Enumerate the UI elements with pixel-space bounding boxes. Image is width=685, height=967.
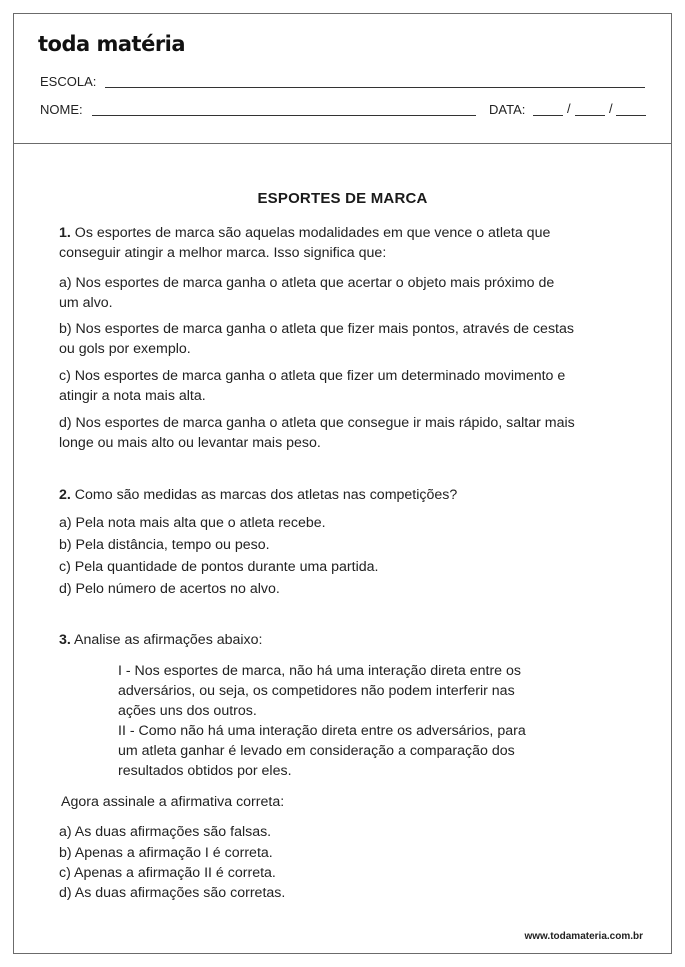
option-text: ou gols por exemplo. bbox=[59, 341, 191, 357]
statement-2 bbox=[118, 721, 568, 781]
option-3c[interactable]: c) Apenas a afirmação II é correta. bbox=[59, 865, 276, 881]
option-text: atingir a nota mais alta. bbox=[59, 388, 206, 404]
school-label: ESCOLA: bbox=[40, 74, 97, 89]
option-1d[interactable] bbox=[59, 413, 619, 453]
option-3b[interactable]: b) Apenas a afirmação I é correta. bbox=[59, 845, 273, 861]
question-number: 2. bbox=[59, 487, 71, 503]
statement-text: um atleta ganhar é levado em consideração a comparação dos bbox=[118, 743, 515, 759]
name-line[interactable] bbox=[92, 115, 476, 116]
date-year-line[interactable] bbox=[616, 115, 646, 116]
question-number: 1. bbox=[59, 225, 71, 241]
date-label: DATA: bbox=[489, 102, 526, 117]
footer-url[interactable]: www.todamateria.com.br bbox=[524, 931, 643, 942]
option-1b[interactable] bbox=[59, 319, 619, 359]
question-text: conseguir atingir a melhor marca. Isso significa que: bbox=[59, 245, 387, 261]
statement-text: adversários, ou seja, os competidores não podem interferir nas bbox=[118, 683, 515, 699]
statement-text: resultados obtidos por eles. bbox=[118, 763, 292, 779]
option-text: a) Nos esportes de marca ganha o atleta que acertar o objeto mais próximo de bbox=[59, 275, 555, 291]
statement-text: I - Nos esportes de marca, não há uma interação direta entre os bbox=[118, 663, 521, 679]
option-text: c) Nos esportes de marca ganha o atleta que fizer um determinado movimento e bbox=[59, 368, 566, 384]
name-label: NOME: bbox=[40, 102, 83, 117]
option-text: b) Nos esportes de marca ganha o atleta que fizer mais pontos, através de cestas bbox=[59, 321, 574, 337]
date-month-line[interactable] bbox=[575, 115, 605, 116]
option-text: um alvo. bbox=[59, 295, 113, 311]
question-2 bbox=[59, 485, 619, 505]
instruction: Agora assinale a afirmativa correta: bbox=[61, 794, 285, 810]
option-2b[interactable]: b) Pela distância, tempo ou peso. bbox=[59, 537, 270, 553]
logo: toda matéria bbox=[38, 32, 186, 56]
statement-text: ações uns dos outros. bbox=[118, 703, 257, 719]
option-2a[interactable]: a) Pela nota mais alta que o atleta recebe. bbox=[59, 515, 326, 531]
option-3d[interactable]: d) As duas afirmações são corretas. bbox=[59, 885, 286, 901]
question-1 bbox=[59, 223, 619, 263]
question-text: Analise as afirmações abaixo: bbox=[70, 632, 263, 648]
option-1c[interactable] bbox=[59, 366, 619, 406]
option-2d[interactable]: d) Pelo número de acertos no alvo. bbox=[59, 581, 280, 597]
question-3 bbox=[59, 630, 619, 650]
worksheet-title: ESPORTES DE MARCA bbox=[257, 190, 428, 207]
page-frame bbox=[13, 13, 672, 954]
header bbox=[14, 14, 671, 144]
option-3a[interactable]: a) As duas afirmações são falsas. bbox=[59, 824, 272, 840]
statement-1 bbox=[118, 661, 568, 721]
date-separator: / bbox=[567, 101, 571, 116]
option-2c[interactable]: c) Pela quantidade de pontos durante uma partida. bbox=[59, 559, 379, 575]
option-text: longe ou mais alto ou levantar mais peso. bbox=[59, 435, 321, 451]
question-text: Como são medidas as marcas dos atletas nas competições? bbox=[70, 487, 458, 503]
date-day-line[interactable] bbox=[533, 115, 563, 116]
option-text: d) Nos esportes de marca ganha o atleta que consegue ir mais rápido, saltar mais bbox=[59, 415, 575, 431]
question-text: Os esportes de marca são aquelas modalidades em que vence o atleta que bbox=[70, 225, 551, 241]
statement-text: II - Como não há uma interação direta entre os adversários, para bbox=[118, 723, 526, 739]
option-1a[interactable] bbox=[59, 273, 619, 313]
date-separator: / bbox=[609, 101, 613, 116]
question-number: 3. bbox=[59, 632, 71, 648]
school-line[interactable] bbox=[105, 87, 645, 88]
